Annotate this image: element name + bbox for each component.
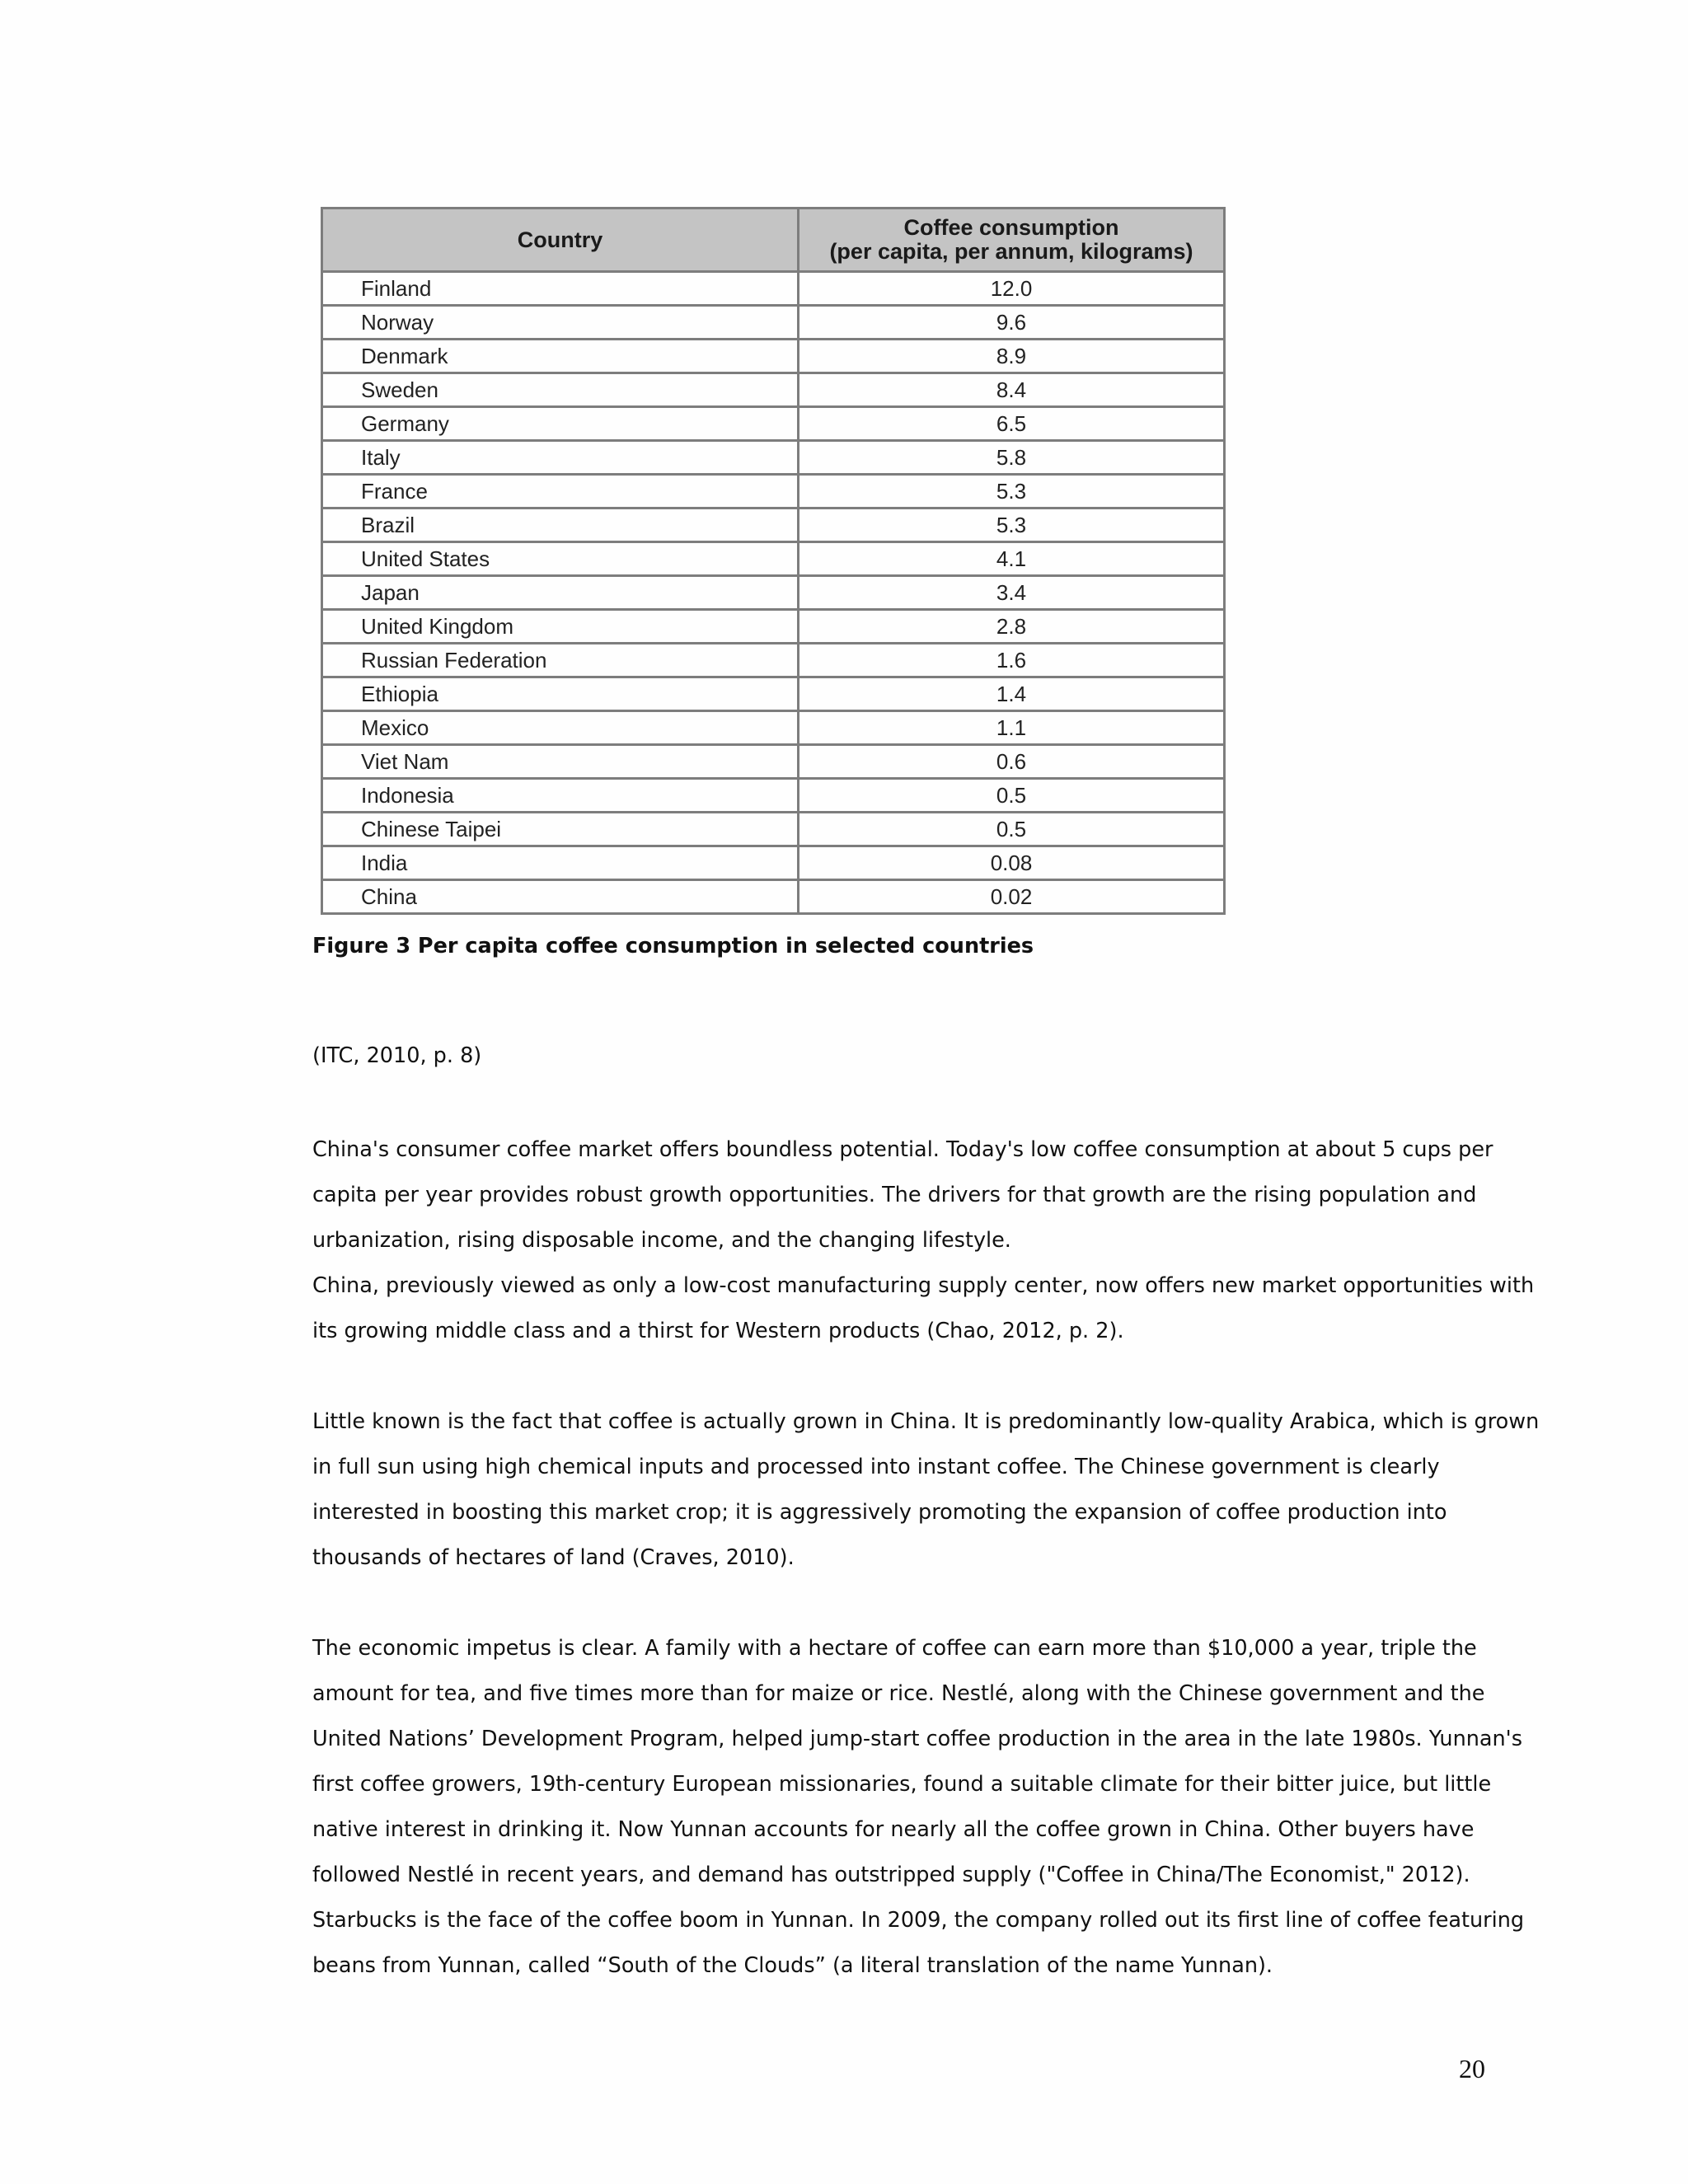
paragraph-line: native interest in drinking it. Now Yunnan accounts for nearly all the coffee grown in China. Other buyers have xyxy=(312,1817,1475,1842)
consumption-value-cell: 5.3 xyxy=(799,509,1225,542)
country-cell: United States xyxy=(322,542,799,576)
header-coffee-consumption xyxy=(799,209,1225,272)
country-cell: Germany xyxy=(322,407,799,441)
paragraph-line: beans from Yunnan, called “South of the Clouds” (a literal translation of the name Yunnan). xyxy=(312,1953,1273,1978)
paragraph-line: interested in boosting this market crop; it is aggressively promoting the expansion of coffee production into xyxy=(312,1500,1447,1525)
paragraph-line: Little known is the fact that coffee is actually grown in China. It is predominantly low-quality Arabica, which is grown xyxy=(312,1409,1540,1434)
table-row xyxy=(322,677,1225,711)
paragraph-line: China's consumer coffee market offers boundless potential. Today's low coffee consumption at about 5 cups per xyxy=(312,1137,1493,1162)
consumption-value-cell: 5.8 xyxy=(799,441,1225,475)
table-row xyxy=(322,441,1225,475)
table-row xyxy=(322,373,1225,407)
country-cell: Indonesia xyxy=(322,779,799,813)
table-row xyxy=(322,475,1225,509)
paragraph xyxy=(312,1127,1516,1263)
paragraph-line: United Nations’ Development Program, helped jump-start coffee production in the area in the late 1980s. Yunnan's xyxy=(312,1727,1522,1751)
table-row xyxy=(322,745,1225,779)
consumption-value-cell: 0.6 xyxy=(799,745,1225,779)
country-cell: United Kingdom xyxy=(322,610,799,644)
paragraph-line: China, previously viewed as only a low-cost manufacturing supply center, now offers new market opportunities with xyxy=(312,1273,1535,1298)
consumption-value-cell: 1.1 xyxy=(799,711,1225,745)
table-row xyxy=(322,644,1225,677)
consumption-value-cell: 9.6 xyxy=(799,306,1225,340)
consumption-value-cell: 12.0 xyxy=(799,272,1225,306)
country-cell: Chinese Taipei xyxy=(322,813,799,846)
paragraph-line: capita per year provides robust growth opportunities. The drivers for that growth are the rising population and xyxy=(312,1183,1477,1207)
table-row xyxy=(322,407,1225,441)
country-cell: Italy xyxy=(322,441,799,475)
table-row xyxy=(322,813,1225,846)
table-row xyxy=(322,272,1225,306)
table-row xyxy=(322,779,1225,813)
country-cell: France xyxy=(322,475,799,509)
consumption-value-cell: 8.4 xyxy=(799,373,1225,407)
paragraph-line: Starbucks is the face of the coffee boom in Yunnan. In 2009, the company rolled out its first line of coffee featuring xyxy=(312,1908,1525,1933)
country-cell: Russian Federation xyxy=(322,644,799,677)
table-body xyxy=(322,272,1225,914)
paragraph-line: The economic impetus is clear. A family with a hectare of coffee can earn more than $10,000 a year, triple the xyxy=(312,1636,1477,1661)
table-row xyxy=(322,340,1225,373)
paragraph-line: amount for tea, and five times more than for maize or rice. Nestlé, along with the Chinese government and the xyxy=(312,1681,1485,1706)
country-cell: Brazil xyxy=(322,509,799,542)
table-row xyxy=(322,576,1225,610)
table-row xyxy=(322,846,1225,880)
table-row xyxy=(322,610,1225,644)
consumption-value-cell: 2.8 xyxy=(799,610,1225,644)
consumption-value-cell: 1.6 xyxy=(799,644,1225,677)
country-cell: Japan xyxy=(322,576,799,610)
paragraph-line: followed Nestlé in recent years, and demand has outstripped supply ("Coffee in China/The Economist," 2012). xyxy=(312,1863,1470,1887)
table-row xyxy=(322,306,1225,340)
country-cell: China xyxy=(322,880,799,914)
paragraph-line: in full sun using high chemical inputs and processed into instant coffee. The Chinese government is clearly xyxy=(312,1455,1440,1479)
table-row xyxy=(322,711,1225,745)
country-cell: Sweden xyxy=(322,373,799,407)
table-header-row xyxy=(322,209,1225,272)
country-cell: Ethiopia xyxy=(322,677,799,711)
paragraph xyxy=(312,1626,1525,1989)
table-row xyxy=(322,880,1225,914)
header-country: Country xyxy=(322,209,799,272)
paragraph-line: first coffee growers, 19th-century European missionaries, found a suitable climate for their bitter juice, but little xyxy=(312,1772,1492,1797)
consumption-value-cell: 6.5 xyxy=(799,407,1225,441)
country-cell: Viet Nam xyxy=(322,745,799,779)
table-row xyxy=(322,509,1225,542)
paragraph xyxy=(312,1399,1540,1581)
paragraph-line: thousands of hectares of land (Craves, 2010). xyxy=(312,1545,795,1570)
consumption-value-cell: 5.3 xyxy=(799,475,1225,509)
citation: (ITC, 2010, p. 8) xyxy=(312,1043,482,1068)
consumption-value-cell: 4.1 xyxy=(799,542,1225,576)
paragraph-line: urbanization, rising disposable income, and the changing lifestyle. xyxy=(312,1228,1011,1253)
page-number: 20 xyxy=(1459,2054,1485,2083)
consumption-value-cell: 3.4 xyxy=(799,576,1225,610)
consumption-value-cell: 0.08 xyxy=(799,846,1225,880)
coffee-consumption-table xyxy=(321,207,1226,915)
country-cell: Norway xyxy=(322,306,799,340)
consumption-value-cell: 8.9 xyxy=(799,340,1225,373)
paragraph-line: its growing middle class and a thirst for Western products (Chao, 2012, p. 2). xyxy=(312,1319,1124,1343)
header-consumption-title: Coffee consumption xyxy=(903,215,1119,240)
country-cell: India xyxy=(322,846,799,880)
consumption-value-cell: 1.4 xyxy=(799,677,1225,711)
country-cell: Mexico xyxy=(322,711,799,745)
figure-caption: Figure 3 Per capita coffee consumption in selected countries xyxy=(312,934,1034,958)
header-consumption-units: (per capita, per annum, kilograms) xyxy=(829,239,1193,264)
country-cell: Finland xyxy=(322,272,799,306)
consumption-value-cell: 0.02 xyxy=(799,880,1225,914)
country-cell: Denmark xyxy=(322,340,799,373)
table-row xyxy=(322,542,1225,576)
consumption-value-cell: 0.5 xyxy=(799,779,1225,813)
paragraph xyxy=(312,1263,1535,1354)
consumption-value-cell: 0.5 xyxy=(799,813,1225,846)
